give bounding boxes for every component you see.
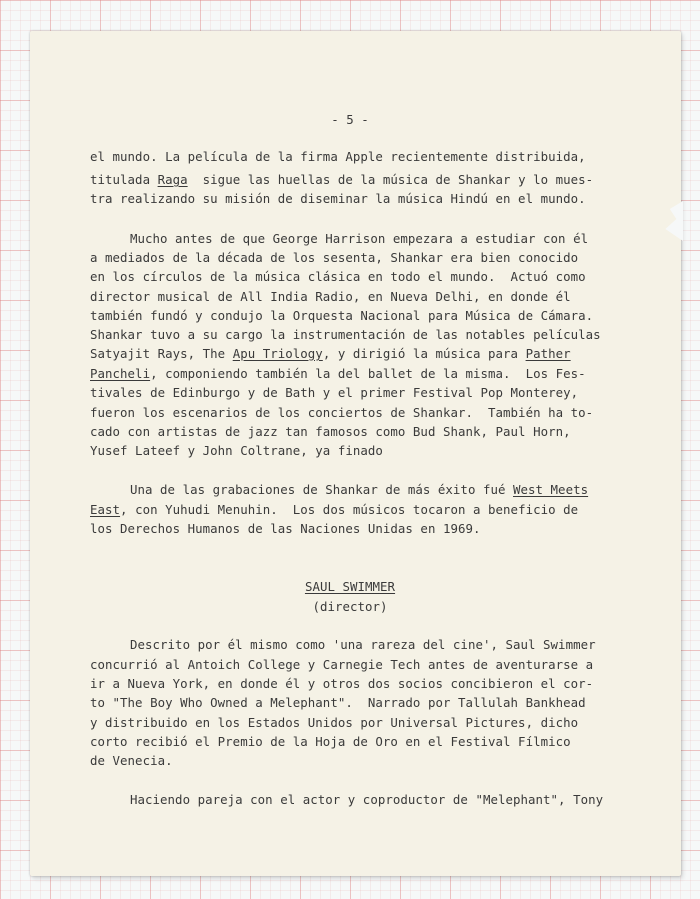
paragraph-3-line-1 <box>130 482 588 498</box>
paragraph-2-line-2: a mediados de la década de los sesenta, Shankar era bien conocido <box>90 250 579 265</box>
paragraph-2-line-10: fueron los escenarios de los conciertos de Shankar. También ha to- <box>90 405 594 420</box>
paragraph-2-line-12: Yusef Lateef y John Coltrane, ya finado <box>90 443 383 458</box>
paragraph-2-line-7 <box>90 346 571 362</box>
section-heading <box>0 579 700 595</box>
paragraph-2-line-9: tivales de Edinburgo y de Bath y el primer Festival Pop Monterey, <box>90 385 579 400</box>
paragraph-2-line-6: Shankar tuvo a su cargo la instrumentación de las notables películas <box>90 327 601 342</box>
text-run: , y dirigió la música para <box>322 346 526 361</box>
album-title-east: East <box>90 502 121 517</box>
paragraph-4-line-2: concurrió al Antoich College y Carnegie Tech antes de aventurarse a <box>90 657 594 672</box>
text-run: , componiendo también la del ballet de la misma. Los Fes- <box>150 366 586 381</box>
text-run: Satyajit Rays, The <box>90 346 233 361</box>
paragraph-1-line-2 <box>90 172 593 188</box>
album-title-west-meets: West Meets <box>513 482 589 497</box>
paragraph-4-line-7: de Venecia. <box>90 753 173 768</box>
film-title-raga: Raga <box>157 172 188 187</box>
film-title-pather: Pather <box>525 346 571 361</box>
paragraph-4-line-6: corto recibió el Premio de la Hoja de Oro en el Festival Fílmico <box>90 734 571 749</box>
paragraph-3-line-2 <box>90 502 578 518</box>
paragraph-1-line-3: tra realizando su misión de diseminar la música Hindú en el mundo. <box>90 191 586 206</box>
section-name: SAUL SWIMMER <box>304 579 396 594</box>
paragraph-2-line-1: Mucho antes de que George Harrison empezara a estudiar con él <box>130 231 589 246</box>
paragraph-2-line-11: cado con artistas de jazz tan famosos como Bud Shank, Paul Horn, <box>90 424 571 439</box>
torn-edge <box>661 201 683 241</box>
paragraph-4-line-4: to "The Boy Who Owned a Melephant". Narrado por Tallulah Bankhead <box>90 695 586 710</box>
paragraph-4-line-1: Descrito por él mismo como 'una rareza del cine', Saul Swimmer <box>130 637 596 652</box>
paragraph-2-line-5: también fundó y condujo la Orquesta Nacional para Música de Cámara. <box>90 308 594 323</box>
text-run: Una de las grabaciones de Shankar de más éxito fué <box>130 482 513 497</box>
paragraph-2-line-3: en los círculos de la música clásica en todo el mundo. Actuó como <box>90 269 586 284</box>
text-run: , con Yuhudi Menuhin. Los dos músicos tocaron a beneficio de <box>120 502 579 517</box>
paragraph-1-line-1: el mundo. La película de la firma Apple recientemente distribuida, <box>90 149 586 164</box>
film-title-apu-triology: Apu Triology <box>232 346 323 361</box>
text-run: titulada <box>90 172 158 187</box>
film-title-pancheli: Pancheli <box>90 366 151 381</box>
page-number: - 5 - <box>331 112 369 127</box>
paragraph-4-line-5: y distribuido en los Estados Unidos por Universal Pictures, dicho <box>90 715 579 730</box>
paragraph-5-line-1: Haciendo pareja con el actor y coproductor de "Melephant", Tony <box>130 792 604 807</box>
paragraph-2-line-8 <box>90 366 586 382</box>
text-run: sigue las huellas de la música de Shankar y lo mues- <box>187 172 594 187</box>
paragraph-2-line-4: director musical de All India Radio, en Nueva Delhi, en donde él <box>90 289 571 304</box>
section-subheading: (director) <box>312 599 388 614</box>
paragraph-3-line-3: los Derechos Humanos de las Naciones Unidas en 1969. <box>90 521 481 536</box>
paragraph-4-line-3: ir a Nueva York, en donde él y otros dos socios concibieron el cor- <box>90 676 594 691</box>
